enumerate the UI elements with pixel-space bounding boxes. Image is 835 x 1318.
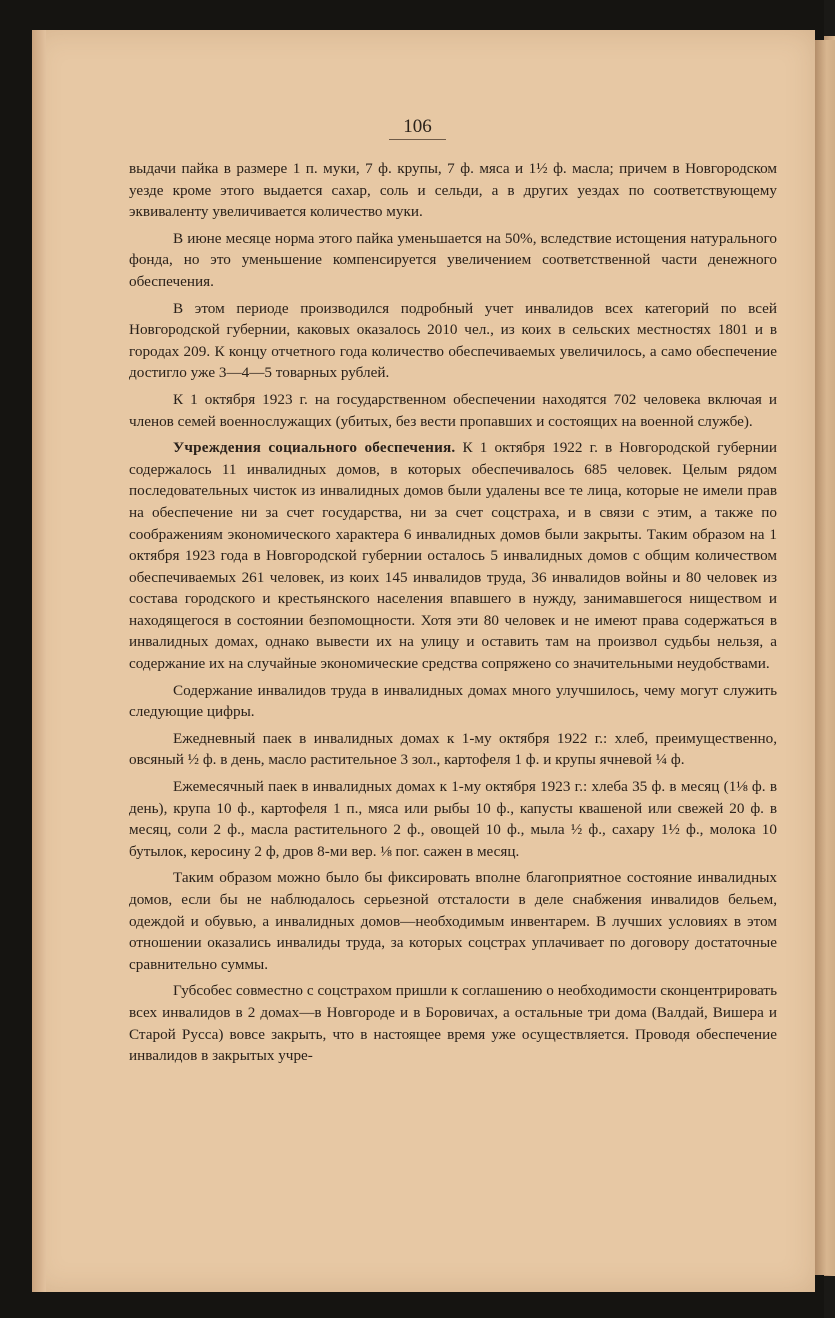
page-left-edge xyxy=(32,30,46,1292)
section-heading: Учреждения социального обеспечения. xyxy=(173,439,456,457)
paragraph-3: В этом периоде производился подробный учет инвалидов всех категорий по всей Новгородской губернии, каковых оказалось 2010 чел., из коих в сельских местностях 1801 и в городах 209. К концу отчетного года количество обеспечиваемых увеличилось, а само обеспечение достигло уже 3—4—5 товарных рублей. xyxy=(129,299,777,382)
page-number xyxy=(0,116,835,140)
paragraph-8: Ежемесячный паек в инвалидных домах к 1-му октября 1923 г.: хлеба 35 ф. в месяц (1⅛ ф. в день), крупа 10 ф., картофеля 1 п., мяса или рыбы 10 ф., капусты квашеной или свежей 20 ф. в месяц, соли 2 ф., масла растительного 2 ф., овощей 10 ф., мыла ½ ф., сахару 1½ ф., молока 10 бутылок, керосину 2 ф, дров 8-ми вер. ⅛ пог. сажен в месяц. xyxy=(129,778,777,860)
paragraph-1: выдачи пайка в размере 1 п. муки, 7 ф. крупы, 7 ф. мяса и 1½ ф. масла; причем в Новгородском уезде кроме этого выдается сахар, соль и сельди, а в других уездах по соответствующему эквиваленту увеличивается количество муки. xyxy=(129,160,777,221)
paragraph-9: Таким образом можно было бы фиксировать вполне благоприятное состояние инвалидных домов, если бы не наблюдалось серьезной отсталости в деле снабжения инвалидов бельем, одеждой и обувью, а инвалидных домов—необходимым инвентарем. В лучших условиях в этом отношении оказались инвалиды труда, за которых соцстрах уплачивает по договору достаточные сравнительно суммы. xyxy=(129,869,777,973)
paragraph-5-text: К 1 октября 1922 г. в Новгородской губернии содержалось 11 инвалидных домов, в которых обеспечивалось 685 человек. Целым рядом последовательных чисток из инвалидных домов были удалены все те лица, которые не имели прав на обеспечение ни за счет государства, ни за счет соцстраха, и в связи с этим, а также по соображениям экономического характера 6 инвалидных домов были закрыты. Таким образом на 1 октября 1923 года в Новгородской губернии осталось 5 инвалидных домов с общим количеством обеспечиваемых 261 человек, из коих 145 инвалидов труда, 36 инвалидов войны и 80 человек из состава городского и крестьянского населения впавшего в нужду, занимавшегося ниществом и находящегося в состоянии безпомощности. Хотя эти 80 человек и не имеют права содержаться в инвалидных домах, однако вывести их на улицу и оставить там на произвол судьбы нельзя, а содержание их на случайные экономические средства сопряжено со значительными неудобствами. xyxy=(129,439,777,673)
paragraph-10: Губсобес совместно с соцстрахом пришли к соглашению о необходимости сконцентрировать всех инвалидов в 2 домах—в Новгороде и в Боровичах, а остальные три дома (Валдай, Вишера и Старой Русса) вовсе закрыть, что в настоящее время уже осуществляется. Проводя обеспечение инвалидов в закрытых учре- xyxy=(129,982,777,1065)
page-gutter xyxy=(814,40,835,1275)
body-text xyxy=(129,158,777,1072)
paragraph-2: В июне месяце норма этого пайка уменьшается на 50%, вследствие истощения натурального фонда, но это уменьшение компенсируется увеличением соответственной части денежного обеспечения. xyxy=(129,229,777,290)
paragraph-4: К 1 октября 1923 г. на государственном обеспечении находятся 702 человека включая и членов семей военнослужащих (убитых, без вести пропавших и состоящих на военной службе). xyxy=(129,390,777,430)
paragraph-7: Ежедневный паек в инвалидных домах к 1-му октября 1922 г.: хлеб, преимущественно, овсяный ½ ф. в день, масло растительное 3 зол., картофеля 1 ф. и крупы ячневой ¼ ф. xyxy=(129,729,777,769)
paragraph-6: Содержание инвалидов труда в инвалидных домах много улучшилось, чему могут служить следующие цифры. xyxy=(129,681,777,721)
paragraph-5 xyxy=(129,437,777,675)
page-number-text: 106 xyxy=(389,116,446,140)
